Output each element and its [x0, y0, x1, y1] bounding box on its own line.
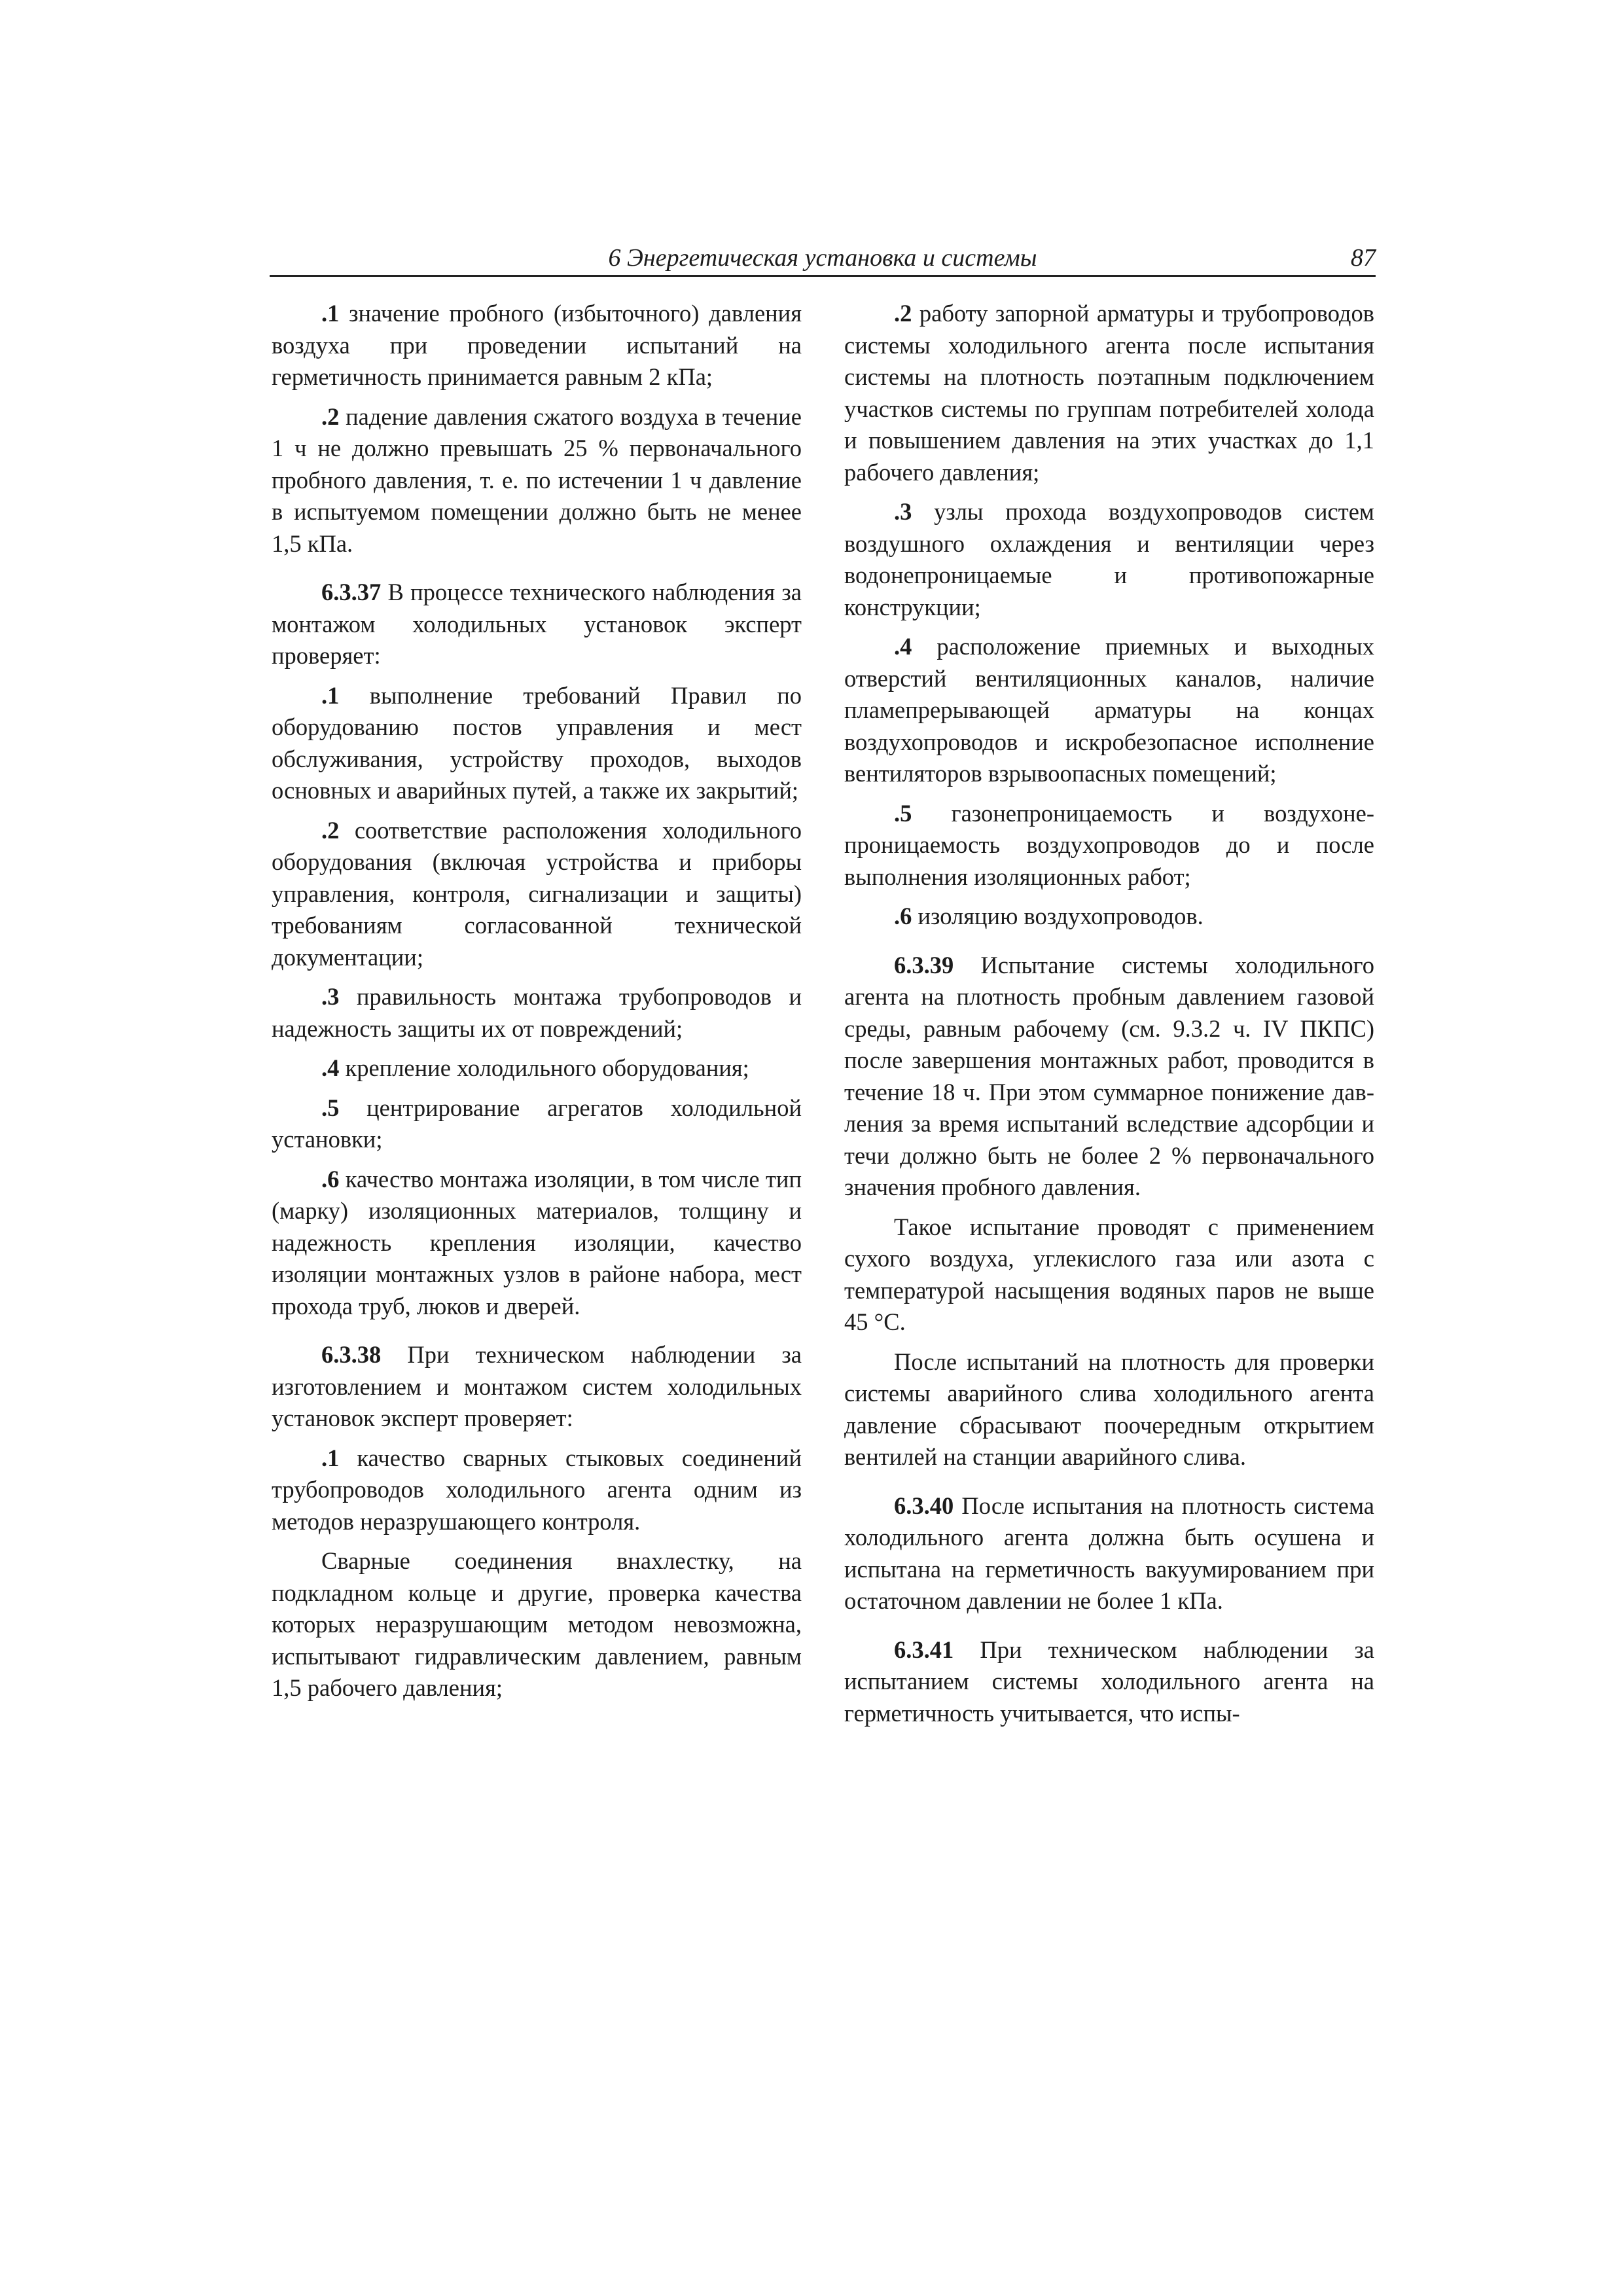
paragraph [844, 631, 1374, 790]
section-paragraph [844, 1490, 1374, 1617]
item-number: .5 [321, 1094, 340, 1121]
paragraph-text: крепление холодильного оборудования; [339, 1054, 749, 1081]
paragraph [844, 1211, 1374, 1338]
item-number: .1 [321, 1444, 340, 1471]
paragraph-text: правильность монтажа трубопроводов и надежность защиты их от повреждений; [272, 983, 802, 1042]
paragraph-text: При техническом наблюдении за испытанием системы холодильного агента на герметичность учитывается, что испы- [844, 1636, 1374, 1727]
running-header [270, 241, 1376, 277]
paragraph-text: Испытание системы холодильного агента на плотность пробным давлением газовой среды, равным рабочему (см. 9.3.2 ч. IV ПКПС) после завершения монтажных работ, проводится в течение 18 ч. При этом суммарное понижение давления за время испытаний вследствие адсорбции и течи должно быть не более 2 % первоначального значения пробного давления. [844, 951, 1374, 1200]
paragraph-text: выполнение требований Правил по оборудованию постов управления и мест обслуживания, устройству проходов, выходов основных и аварийных путей, а также их закрытий; [272, 681, 802, 804]
paragraph [844, 1346, 1374, 1473]
item-number: .5 [894, 799, 912, 827]
section-paragraph [272, 1339, 802, 1435]
item-number: .6 [321, 1165, 340, 1193]
paragraph-text: значение пробного (избыточного) давления воздуха при проведении испытаний на герметичность принимается равным 2 кПа; [272, 300, 802, 390]
paragraph [272, 1443, 802, 1538]
paragraph [272, 1052, 802, 1085]
paragraph-text: соответствие расположения холодильного оборудования (включая устройства и приборы управления, контроля, сигнализации и защиты) требованиям согласованной технической документации; [272, 816, 802, 971]
section-number: 6.3.38 [321, 1341, 382, 1368]
paragraph [272, 298, 802, 393]
paragraph-text: работу запорной арматуры и трубопроводов системы холодильного агента после испытания системы на плотность поэтапным подключением участков системы по группам потребителей холода и повышением давления на этих участках до 1,1 рабочего давления; [844, 300, 1374, 486]
item-number: .3 [321, 983, 340, 1010]
section-paragraph [844, 1634, 1374, 1730]
section-paragraph [844, 950, 1374, 1204]
item-number: .1 [321, 300, 340, 327]
item-number: .4 [321, 1054, 340, 1081]
header-title: 6 Энергетическая установка и системы [608, 244, 1037, 272]
paragraph [272, 981, 802, 1045]
paragraph [272, 1092, 802, 1156]
paragraph [272, 1164, 802, 1323]
section-paragraph [272, 577, 802, 672]
item-number: .2 [321, 403, 340, 430]
section-number: 6.3.37 [321, 579, 382, 605]
paragraph [844, 496, 1374, 623]
paragraph-text: изоляцию воздухопроводов. [912, 903, 1204, 929]
item-number: .3 [894, 498, 912, 525]
paragraph-text: После испытаний на плотность для проверки системы аварийного слива холодильного агента давление сбрасывают поочередным открытием вентилей на станции аварийного слива. [844, 1348, 1374, 1470]
paragraph-text: качество монтажа изоляции, в том числе тип (марку) изоляционных материалов, толщину и надежность крепления изоляции, качество изоляции монтажных узлов в районе набора, мест прохода труб, люков и дверей. [272, 1165, 802, 1319]
page-number: 87 [1351, 244, 1376, 272]
paragraph-text: газонепроницаемость и воздухонепроницаемость воздухопроводов до и после выполнения изоляционных работ; [844, 799, 1374, 890]
paragraph-text: качество сварных стыковых соединений трубопроводов холодильного агента одним из методов неразрушающего контроля. [272, 1444, 802, 1535]
paragraph-text: центрирование агрегатов холодильной установки; [272, 1094, 802, 1153]
section-number: 6.3.40 [894, 1492, 954, 1519]
section-number: 6.3.41 [894, 1636, 954, 1663]
paragraph [272, 1545, 802, 1704]
section-number: 6.3.39 [894, 951, 954, 978]
paragraph-text: Сварные соединения внахлестку, на подкладном кольце и другие, проверка качества которых неразрушающим методом невозможна, испытывают гидравлическим давлением, равным 1,5 рабочего давления; [272, 1547, 802, 1701]
paragraph-text: падение давления сжатого воздуха в течение 1 ч не должно превышать 25 % первоначального пробного давления, т. е. по истечении 1 ч давление в испытуемом помещении должно быть не менее 1,5 кПа. [272, 403, 802, 557]
paragraph [844, 298, 1374, 488]
right-column [844, 298, 1374, 1737]
item-number: .6 [894, 903, 912, 929]
item-number: .2 [894, 300, 912, 327]
paragraph [844, 901, 1374, 933]
item-number: .4 [894, 633, 912, 660]
left-column [272, 298, 802, 1712]
paragraph [272, 680, 802, 807]
item-number: .1 [321, 681, 340, 709]
paragraph [272, 815, 802, 974]
paragraph-text: расположение приемных и выходных отверстий вентиляционных каналов, наличие пламепрерывающей арматуры на концах воздухопроводов и искробезопасное исполнение вентиляторов взрывоопасных помещений; [844, 633, 1374, 787]
paragraph-text: узлы прохода воздухопроводов систем воздушного охлаждения и вентиляции через водонепроницаемые и противопожарные конструкции; [844, 498, 1374, 620]
paragraph [272, 401, 802, 560]
paragraph-text: После испытания на плотность система холодильного агента должна быть осушена и испытана на герметичность вакуумированием при остаточном давлении не более 1 кПа. [844, 1492, 1374, 1614]
paragraph-text: При техническом наблюдении за изготовлением и монтажом систем холодильных установок эксперт проверяет: [272, 1341, 802, 1431]
item-number: .2 [321, 816, 340, 844]
paragraph-text: В процессе технического наблюдения за монтажом холодильных установок эксперт проверяет: [272, 579, 802, 669]
paragraph-text: Такое испытание проводят с применением сухого воздуха, углекислого газа или азота с температурой насыщения водяных паров не выше 45 °С. [844, 1213, 1374, 1335]
paragraph [844, 798, 1374, 893]
